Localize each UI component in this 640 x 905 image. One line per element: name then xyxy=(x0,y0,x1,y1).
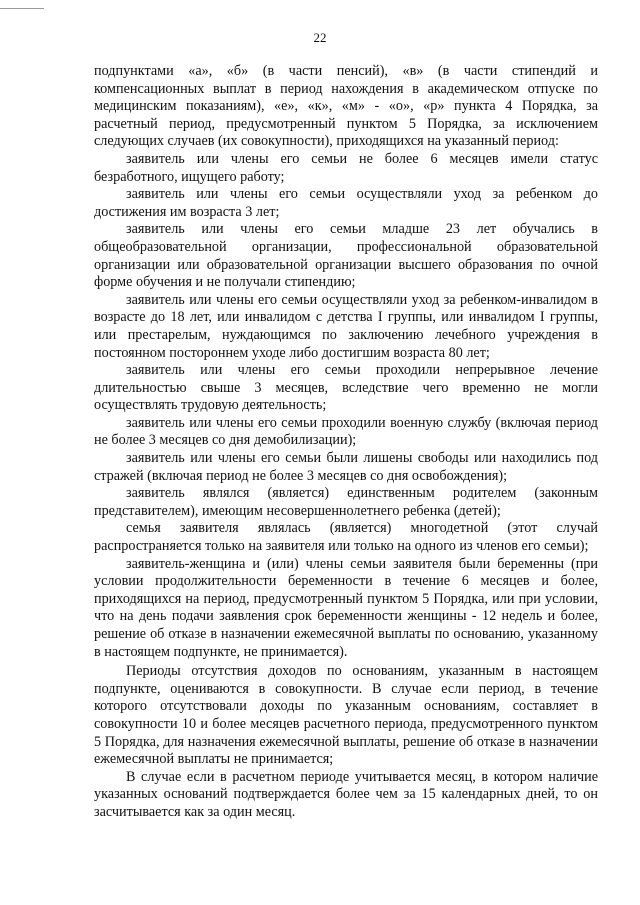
paragraph-case-unemployed: заявитель или члены его семьи не более 6 месяцев имели статус безработного, ищущего работу; xyxy=(94,150,598,185)
paragraph-month-rule: В случае если в расчетном периоде учитывается месяц, в котором наличие указанных оснований подтверждается более чем за 15 календарных дней, то он засчитывается как за один месяц. xyxy=(94,768,598,820)
page-number: 22 xyxy=(313,30,327,45)
paragraph-intro-continuation: подпунктами «а», «б» (в части пенсий), «в» (в части стипендий и компенсационных выплат в период нахождения в академическом отпуске по медицинским показаниям), «е», «к», «м» - «о», «р» пункта 4 Порядка, за расчетный период, предусмотренный пунктом 5 Порядка, за исключением следующих случаев (их совокупности), приходящихся на указанный период: xyxy=(94,63,598,150)
paragraph-case-military: заявитель или члены его семьи проходили военную службу (включая период не более 3 месяцев со дня демобилизации); xyxy=(94,414,598,449)
paragraph-case-childcare: заявитель или члены его семьи осуществляли уход за ребенком до достижения им возраста 3 лет; xyxy=(94,186,598,220)
paragraph-case-students: заявитель или члены его семьи младше 23 лет обучались в общеобразовательной организации, профессиональной образовательной организации или образовательной организации высшего образования по очной форме обучения и не получали стипендию; xyxy=(94,221,598,291)
paragraph-case-custody: заявитель или члены его семьи были лишены свободы или находились под стражей (включая период не более 3 месяцев со дня освобождения); xyxy=(94,450,598,484)
paragraph-case-large-family: семья заявителя являлась (является) многодетной (этот случай распространяется только на заявителя или только на одного из членов его семьи); xyxy=(94,520,598,555)
top-rule xyxy=(0,8,44,9)
document-body xyxy=(94,63,598,822)
paragraph-periods-aggregate: Периоды отсутствия доходов по основаниям, указанным в настоящем подпункте, оцениваются в совокупности. В случае если период, в течение которого отсутствовали доходы по указанным основаниям, составляет в совокупности 10 и более месяцев расчетного периода, предусмотренного пунктом 5 Порядка, для назначения ежемесячной выплаты, решение об отказе в назначении ежемесячной выплаты не принимается; xyxy=(94,663,598,768)
paragraph-case-treatment: заявитель или члены его семьи проходили непрерывное лечение длительностью свыше 3 месяцев, вследствие чего временно не могли осуществлять трудовую деятельность; xyxy=(94,362,598,414)
paragraph-case-single-parent: заявитель являлся (является) единственным родителем (законным представителем), имеющим несовершеннолетнего ребенка (детей); xyxy=(94,485,598,519)
paragraph-case-disabled-care: заявитель или члены его семьи осуществляли уход за ребенком-инвалидом в возрасте до 18 лет, или инвалидом с детства I группы, или инвалидом I группы, или престарелым, нуждающимся по заключению лечебного учреждения в постоянном постороннем уходе либо достигшим возраста 80 лет; xyxy=(94,291,598,361)
paragraph-case-pregnancy: заявитель-женщина и (или) члены семьи заявителя были беременны (при условии продолжительности беременности в течение 6 месяцев и более, приходящихся на период, предусмотренный пунктом 5 Порядка, или при условии, что на день подачи заявления срок беременности женщины - 12 недель и более, решение об отказе в назначении ежемесячной выплаты по основанию, указанному в настоящем подпункте, не принимается). xyxy=(94,555,598,660)
